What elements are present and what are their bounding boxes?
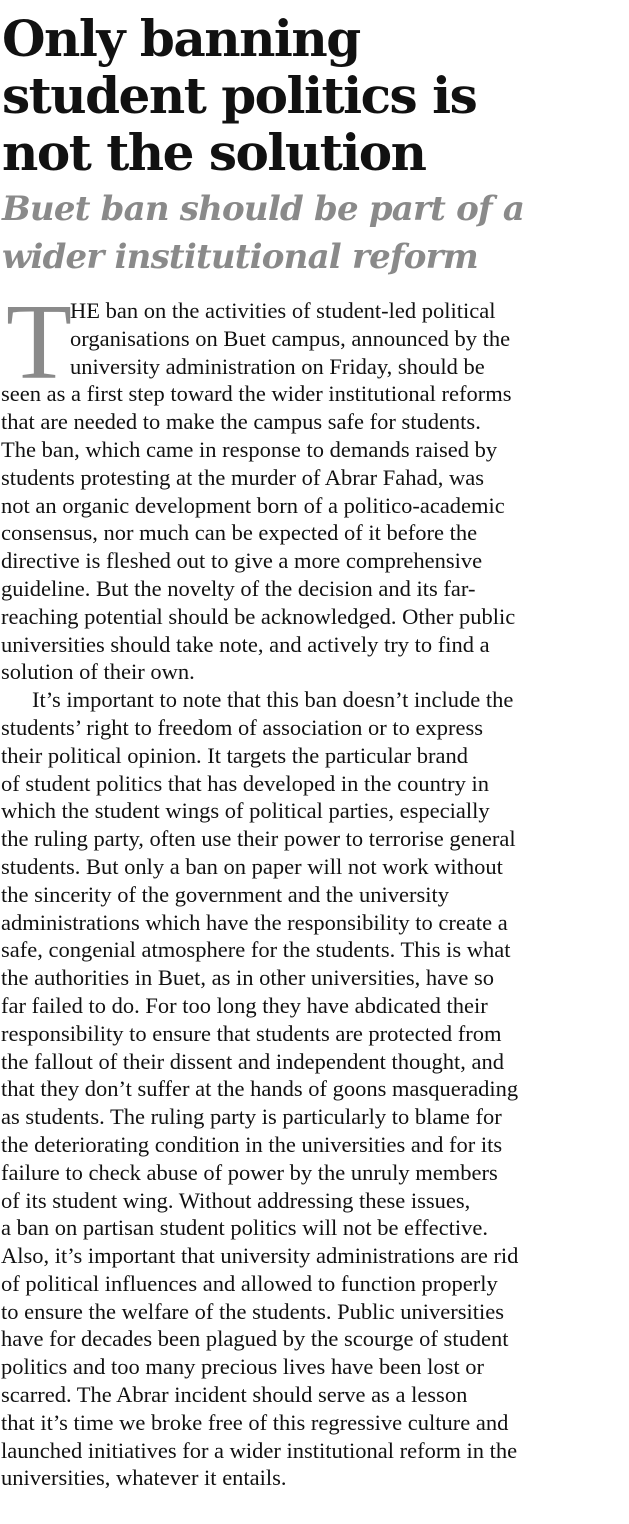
subheadline	[0, 181, 629, 281]
body-line: have for decades been plagued by the scourge of student	[1, 1326, 509, 1352]
body-line: scarred. The Abrar incident should serve as a lesson	[1, 1382, 468, 1408]
body-line: administrations which have the responsibility to create a	[1, 909, 508, 935]
body-line: the ruling party, often use their power to terrorise general	[1, 826, 516, 852]
body-line: Also, it’s important that university administrations are rid	[1, 1243, 519, 1269]
body-line: to ensure the welfare of the students. Public universities	[1, 1298, 504, 1324]
body-line: which the student wings of political parties, especially	[1, 798, 490, 824]
body-line: far failed to do. For too long they have abdicated their	[1, 992, 488, 1018]
body-line: the deteriorating condition in the universities and for its	[1, 1131, 503, 1157]
headline-line: Only banning	[2, 9, 360, 68]
body-line: organisations on Buet campus, announced by the	[70, 325, 511, 351]
headline-line: student politics is	[2, 66, 477, 125]
body-line: directive is fleshed out to give a more comprehensive	[1, 548, 483, 574]
body-line: solution of their own.	[1, 659, 195, 685]
headline-line: not the solution	[2, 123, 426, 182]
body-line: a ban on partisan student politics will not be effective.	[1, 1215, 488, 1241]
body-line: The ban, which came in response to demands raised by	[1, 436, 498, 462]
body-line: of its student wing. Without addressing these issues,	[1, 1187, 471, 1213]
drop-cap: T	[6, 283, 72, 402]
subheadline-line: Buet ban should be part of a	[2, 189, 525, 229]
body-line: It’s important to note that this ban doesn’t include the	[32, 687, 514, 713]
body-line: safe, congenial atmosphere for the students. This is what	[1, 937, 511, 963]
body-line: as students. The ruling party is particularly to blame for	[1, 1104, 502, 1130]
body-line: university administration on Friday, should be	[70, 353, 485, 379]
body-line: universities, whatever it entails.	[1, 1465, 287, 1491]
body-line: that are needed to make the campus safe for students.	[1, 409, 481, 435]
body-line: students protesting at the murder of Abrar Fahad, was	[1, 464, 485, 490]
body-line: the authorities in Buet, as in other universities, have so	[1, 965, 495, 991]
body-line: HE ban on the activities of student-led political	[70, 298, 496, 323]
body-line: their political opinion. It targets the particular brand	[1, 742, 468, 768]
body-line: consensus, nor much can be expected of it before the	[1, 520, 478, 546]
body-line: failure to check abuse of power by the unruly members	[1, 1159, 498, 1185]
body-line: universities should take note, and actively try to find a	[1, 631, 490, 657]
body-line: reaching potential should be acknowledged. Other public	[1, 603, 516, 629]
body-line: politics and too many precious lives have been lost or	[1, 1354, 485, 1380]
body-line: of student politics that has developed in the country in	[1, 770, 490, 796]
body-line: guideline. But the novelty of the decision and its far-	[1, 575, 476, 601]
body-line: students. But only a ban on paper will not work without	[1, 853, 503, 879]
body-line: of political influences and allowed to function properly	[1, 1270, 498, 1296]
body-line: not an organic development born of a politico-academic	[1, 492, 505, 518]
body-line: launched initiatives for a wider institutional reform in the	[1, 1437, 518, 1463]
body-line: students’ right to freedom of association or to express	[1, 714, 483, 740]
body-line: the fallout of their dissent and independent thought, and	[1, 1048, 505, 1074]
body-line: seen as a first step toward the wider institutional reforms	[1, 381, 512, 407]
body-line: that it’s time we broke free of this regressive culture and	[1, 1409, 509, 1435]
headline	[0, 0, 629, 181]
body-line: the sincerity of the government and the university	[1, 881, 450, 907]
body-line: that they don’t suffer at the hands of goons masquerading	[1, 1076, 519, 1102]
body-line: responsibility to ensure that students are protected from	[1, 1020, 502, 1046]
article-body	[0, 283, 629, 1492]
subheadline-line: wider institutional reform	[2, 237, 478, 277]
